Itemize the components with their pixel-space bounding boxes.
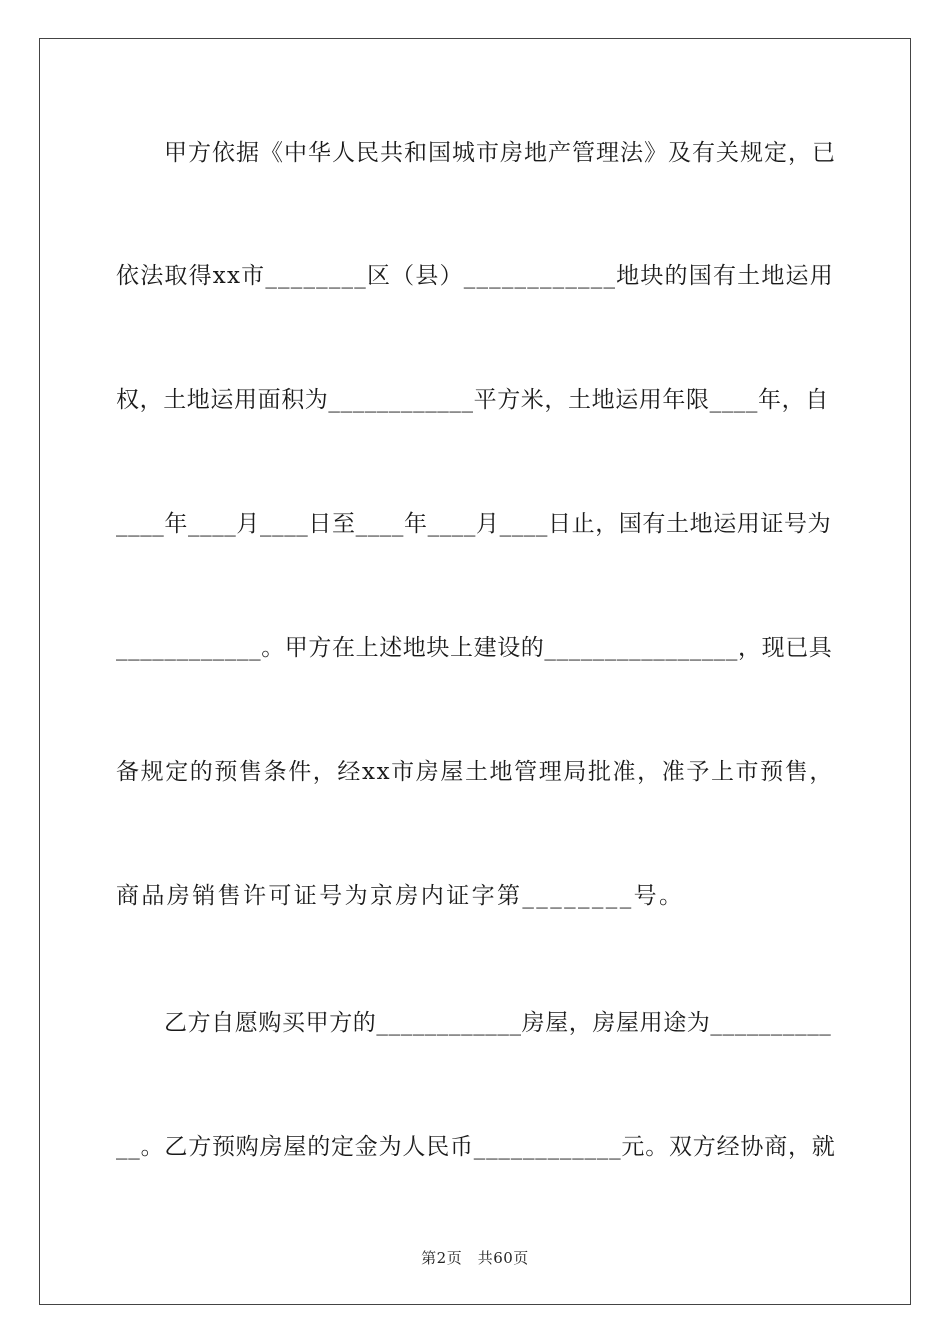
paragraph-1-line-1: 甲方依据《中华人民共和国城市房地产管理法》及有关规定，已 (164, 140, 836, 166)
paragraph-1-line-2: 依法取得xx市________区（县）____________地块的国有土地运用 (116, 263, 834, 289)
paragraph-2-line-2: __。乙方预购房屋的定金为人民币____________元。双方经协商，就 (116, 1134, 836, 1160)
paragraph-1-line-7: 商品房销售许可证号为京房内证字第________号。 (116, 883, 685, 909)
paragraph-1-line-4: ____年____月____日至____年____月____日止，国有土地运用证号为 (116, 511, 832, 537)
paragraph-1-line-3: 权，土地运用面积为____________平方米，土地运用年限____年，自 (116, 387, 829, 413)
page-number-footer: 第2页 共60页 (421, 1249, 529, 1267)
paragraph-1-line-5: ____________。甲方在上述地块上建设的________________，现已具 (116, 635, 833, 661)
paragraph-1-line-6: 备规定的预售条件，经xx市房屋土地管理局批准，准予上市预售， (116, 759, 834, 785)
page-border (39, 38, 911, 1305)
paragraph-2-line-1: 乙方自愿购买甲方的____________房屋，房屋用途为__________ (164, 1010, 832, 1036)
